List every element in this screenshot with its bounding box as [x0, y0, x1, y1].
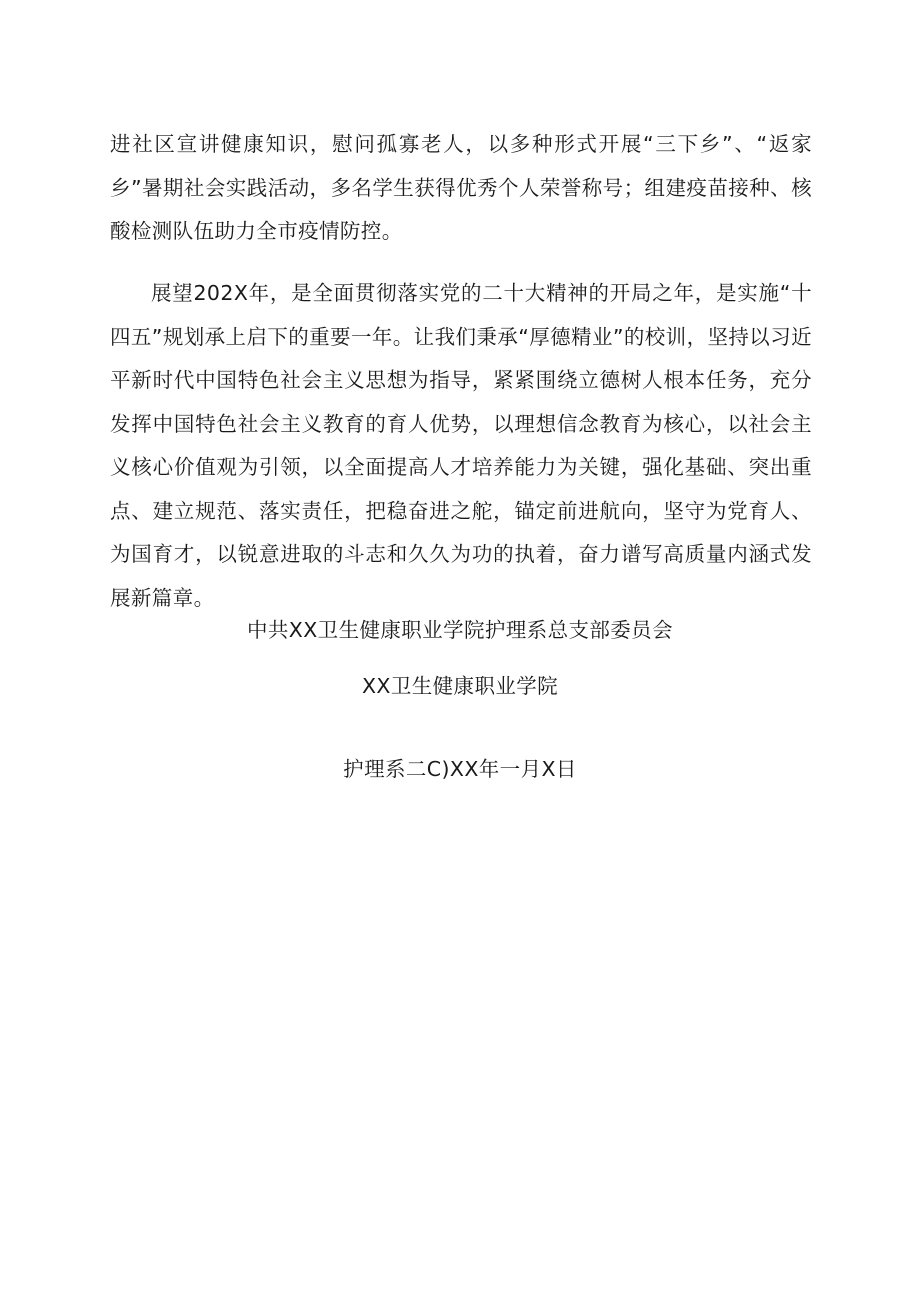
paragraph-outlook: 展望202X年，是全面贯彻落实党的二十大精神的开局之年，是实施“十四五”规划承上启下的重要一年。让我们秉承“厚德精业”的校训，坚持以习近平新时代中国特色社会主义思想为指导，紧紧围绕立德树人根本任务，充分发挥中国特色社会主义教育的育人优势，以理想信念教育为核心，以社会主义核心价值观为引领，以全面提高人才培养能力为关键，强化基础、突出重点、建立规范、落实责任，把稳奋进之舵，锚定前进航向，坚守为党育人、为国育才，以锐意进取的斗志和久久为功的执着，奋力谱写高质量内涵式发展新篇章。: [110, 281, 812, 610]
signature-date: 护理系二C)XX年一月X日: [343, 757, 577, 781]
paragraph-community-activities: 进社区宣讲健康知识，慰问孤寡老人，以多种形式开展“三下乡”、“返家乡”暑期社会实践活动，多名学生获得优秀个人荣誉称号；组建疫苗接种、核酸检测队伍助力全市疫情防控。: [110, 132, 812, 243]
signature-college: XX卫生健康职业学院: [361, 674, 559, 698]
signature-party-committee: 中共XX卫生健康职业学院护理系总支部委员会: [247, 618, 673, 642]
